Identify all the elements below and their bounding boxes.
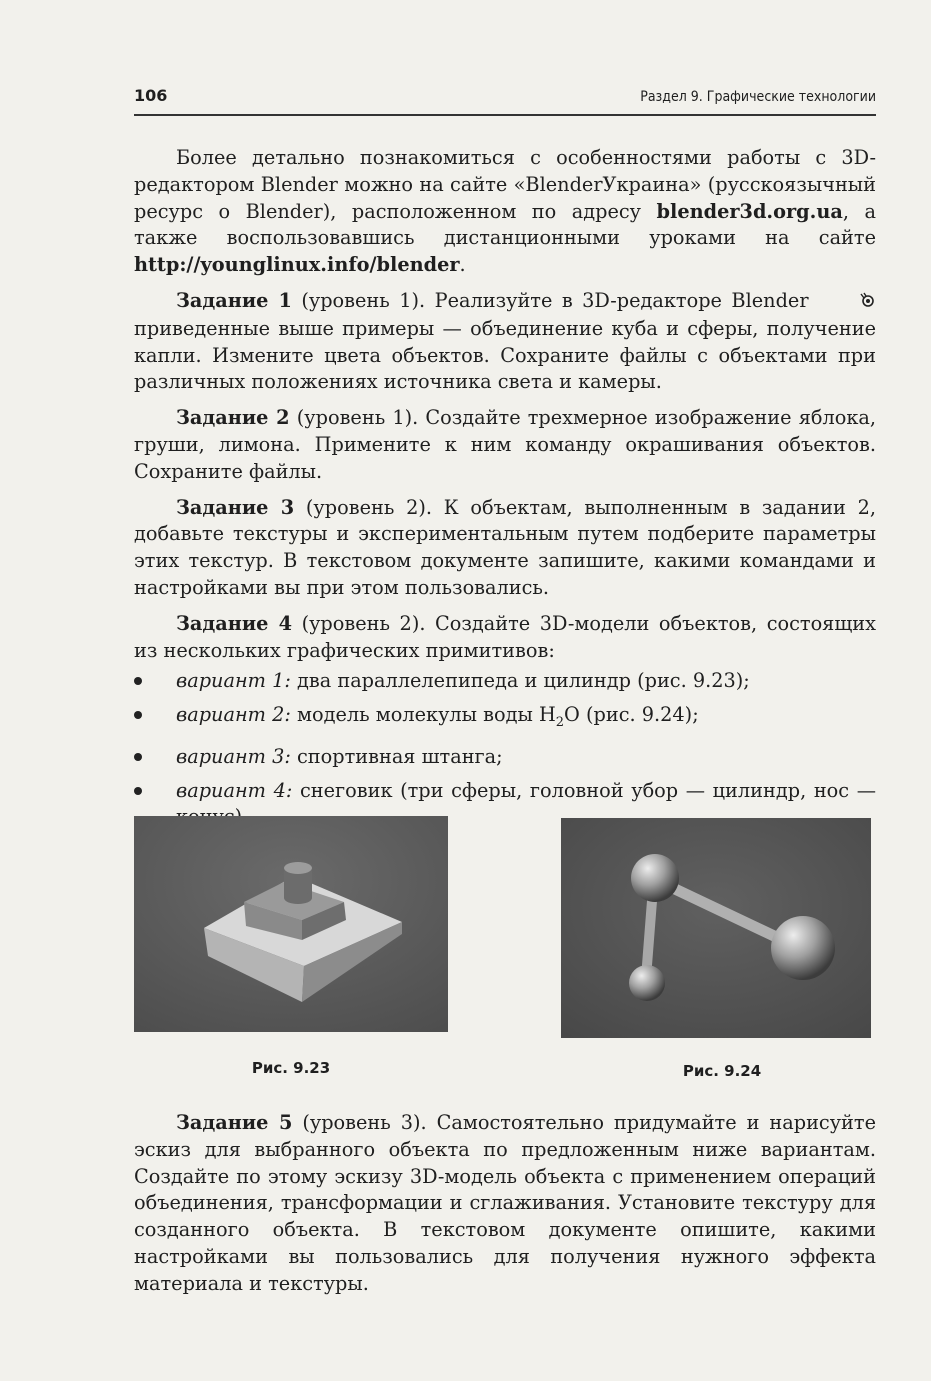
lower-text-block <box>134 1110 876 1298</box>
bullet-icon <box>134 711 142 719</box>
page-header <box>134 84 876 116</box>
figure-9-23-caption: Рис. 9.23 <box>251 1059 331 1077</box>
task-title: Задание 5 <box>176 1111 293 1134</box>
task-title: Задание 2 <box>176 406 290 430</box>
bullet-icon <box>134 753 142 761</box>
task-5: Задание 5 (уровень 3). Самостоятельно придумайте и нарисуйте эскиз для выбранного объекта по предложенным ниже вариантам. Создайте по этому эскизу 3D-модель объекта с применением операций объединения, трансформации и сглаживания. Установите текстуру для созданного объекта. В текстовом документе опишите, какими настройками вы пользовались для получения нужного эффекта материала и текстуры. <box>134 1111 876 1295</box>
blender-logo-icon <box>818 289 876 316</box>
list-item: вариант 4: снеговик (три сферы, головной убор — цилиндр, нос — <box>134 778 876 832</box>
link-younglinux: http://younglinux.info/blender <box>134 253 460 277</box>
task-title: Задание 4 <box>176 611 292 635</box>
task-1: Задание 1 (уровень 1). Реализуйте в 3D-редакторе Blender приведенные выше примеры — объединение куба и сферы, получение капли. Измените цвета объектов. Сохраните файлы с объектами при различных положениях источника света и камеры. <box>134 288 876 394</box>
figure-9-23-image <box>134 816 448 1032</box>
page-number: 106 <box>134 86 168 105</box>
task-title: Задание 3 <box>176 495 295 519</box>
running-head: Раздел 9. Графические технологии <box>640 89 876 105</box>
task-3: Задание 3 (уровень 2). К объектам, выполненным в задании 2, добавьте текстуры и экспериментальным путем подберите параметры этих текстур. В текстовом документе запишите, какими командами и настройками вы при этом пользовались. <box>134 495 876 599</box>
variant-list <box>134 668 876 831</box>
figure-9-24-caption: Рис. 9.24 <box>682 1062 762 1080</box>
task-4: Задание 4 (уровень 2). Создайте 3D-модели объектов, состоящих из нескольких графических примитивов: <box>134 611 876 662</box>
link-blender3d: blender3d.org.ua <box>656 199 843 223</box>
task-2: Задание 2 (уровень 1). Создайте трехмерное изображение яблока, груши, лимона. Примените к ним команду окрашивания объектов. Сохраните файлы. <box>134 406 876 483</box>
figure-9-24-image <box>561 818 871 1038</box>
intro-paragraph: Более детально познакомиться с особенностями работы с 3D-редактором Blender можно на сайте «BlenderУкраина» (русскоязычный ресурс о Blender), расположенном по адресу blender3d.org.ua, а также воспользовавшись дистанционными уроками на сайте http://younglinux.info/blender. <box>134 146 876 277</box>
list-item: вариант 2: модель молекулы воды $Н_2О$ (рис. 9.24); <box>134 702 876 737</box>
list-item: вариант 3: спортивная штанга; <box>134 744 876 771</box>
bullet-icon <box>134 787 142 795</box>
list-item: вариант 1: два параллелепипеда и цилиндр (рис. 9.23); <box>134 668 876 695</box>
bullet-icon <box>134 677 142 685</box>
upper-text-block <box>134 145 876 838</box>
task-title: Задание 1 <box>176 288 292 312</box>
